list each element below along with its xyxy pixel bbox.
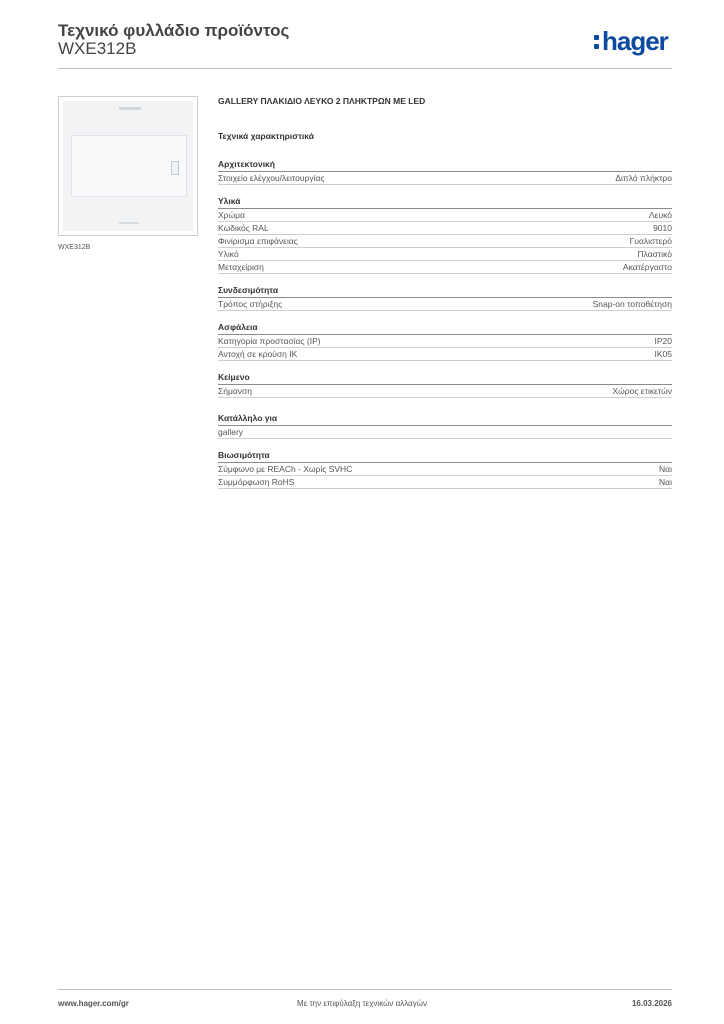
spec-label: gallery xyxy=(218,427,244,437)
section-heading: Βιωσιμότητα xyxy=(218,449,672,463)
spec-label: Στοιχείο ελέγχου/λειτουργίας xyxy=(218,173,325,183)
product-name: GALLERY ΠΛΑΚΙΔΙΟ ΛΕΥΚΟ 2 ΠΛΗΚΤΡΩΝ ΜΕ LED xyxy=(218,96,426,106)
spec-label: Υλικό xyxy=(218,249,239,259)
section-heading: Ασφάλεια xyxy=(218,321,672,335)
spec-row xyxy=(218,298,672,311)
spec-row xyxy=(218,335,672,348)
spec-value: Διπλό πλήκτρο xyxy=(615,173,672,183)
spec-row xyxy=(218,222,672,235)
spec-label: Χρώμα xyxy=(218,210,245,220)
spec-section-text xyxy=(218,371,672,398)
spec-content xyxy=(218,96,672,499)
spec-label: Αντοχή σε κρούση IK xyxy=(218,349,298,359)
spec-value: Χώρος ετικετών xyxy=(612,386,672,396)
spec-value: Ναι xyxy=(659,477,672,487)
footer-date: 16.03.2026 xyxy=(631,999,672,1008)
spec-row xyxy=(218,261,672,274)
document-title: Τεχνικό φυλλάδιο προϊόντος xyxy=(58,21,290,40)
spec-row xyxy=(218,209,672,222)
spec-row xyxy=(218,172,672,185)
spec-row xyxy=(218,235,672,248)
section-heading: Κείμενο xyxy=(218,371,672,385)
image-caption: WXE312B xyxy=(58,244,91,251)
spec-label: Φινίρισμα επιφάνειας xyxy=(218,236,298,246)
spec-section-sustainability xyxy=(218,449,672,489)
spec-section-architecture xyxy=(218,158,672,185)
spec-label: Τρόπος στήριξης xyxy=(218,299,283,309)
spec-value: Snap-on τοποθέτηση xyxy=(592,299,672,309)
spec-section-materials xyxy=(218,195,672,274)
spec-row xyxy=(218,385,672,398)
product-reference: WXE312B xyxy=(58,39,137,58)
section-heading: Συνδεσιμότητα xyxy=(218,284,672,298)
spec-value: Γυαλιστερό xyxy=(629,236,672,246)
spec-row xyxy=(218,476,672,489)
spec-label: Σήμανση xyxy=(218,386,253,396)
spec-row xyxy=(218,463,672,476)
spec-label: Μεταχείριση xyxy=(218,262,264,272)
spec-value: Ναι xyxy=(659,464,672,474)
spec-row xyxy=(218,426,672,439)
spec-value: Λευκό xyxy=(649,210,672,220)
section-heading: Υλικά xyxy=(218,195,672,209)
spec-label: Κωδικός RAL xyxy=(218,223,269,233)
spec-section-connectivity xyxy=(218,284,672,311)
spec-label: Συμμόρφωση RoHS xyxy=(218,477,295,487)
switch-plate-picture xyxy=(63,101,193,231)
spec-section-suitable-for xyxy=(218,412,672,439)
header-divider xyxy=(58,68,672,69)
spec-value: Πλαστικό xyxy=(637,249,672,259)
technical-characteristics-heading: Τεχνικά χαρακτηριστικά xyxy=(218,131,314,141)
logo-dots-icon xyxy=(594,34,600,52)
footer-notice: Με την επιφύλαξη τεχνικών αλλαγών xyxy=(297,999,427,1008)
spec-row xyxy=(218,348,672,361)
led-indicator-icon xyxy=(171,161,179,175)
spec-value: 9010 xyxy=(653,223,672,233)
section-heading: Κατάλληλο για xyxy=(218,412,672,426)
spec-row xyxy=(218,248,672,261)
spec-label: Κατηγορία προστασίας (IP) xyxy=(218,336,321,346)
hager-logo xyxy=(594,28,668,54)
footer-divider xyxy=(58,989,672,990)
logo-wordmark: hager xyxy=(602,26,668,56)
spec-section-safety xyxy=(218,321,672,361)
spec-value: Ακατέργαστο xyxy=(622,262,672,272)
spec-value: IP20 xyxy=(654,336,672,346)
section-heading: Αρχιτεκτονική xyxy=(218,158,672,172)
footer-website-link[interactable]: www.hager.com/gr xyxy=(58,999,129,1008)
product-image xyxy=(58,96,198,236)
spec-value: IK05 xyxy=(654,349,672,359)
spec-label: Σύμφωνο με REACh - Χωρίς SVHC xyxy=(218,464,353,474)
